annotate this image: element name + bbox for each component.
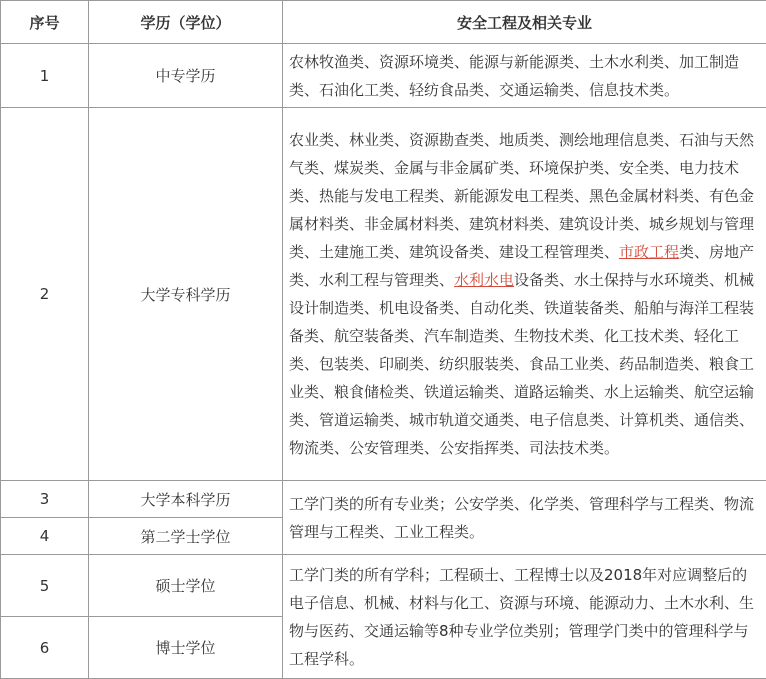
row-index: 1 [1,44,89,108]
majors-text-part3: 设备类、水土保持与水环境类、机械设计制造类、机电设备类、自动化类、铁道装备类、船舶与海洋工程装备类、航空装备类、汽车制造类、生物技术类、化工技术类、轻化工类、包装类、印刷类、纺织服装类、食品工业类、药品制造类、粮食工业类、粮食储检类、铁道运输类、道路运输类、水上运输类、航空运输类、管道运输类、城市轨道交通类、电子信息类、计算机类、通信类、物流类、公安管理类、公安指挥类、司法技术类。 [289,271,754,457]
table-row [1,44,766,108]
table-header-row [1,1,766,44]
table-row [1,555,766,617]
merged-bachelor-majors: 工学门类的所有专业类；公安学类、化学类、管理科学与工程类、物流管理与工程类、工业工程类。 [283,481,766,555]
row-degree: 中专学历 [89,44,283,108]
row-index: 3 [1,481,89,518]
row-index: 4 [1,518,89,555]
merged-graduate-majors: 工学门类的所有学科；工程硕士、工程博士以及2018年对应调整后的电子信息、机械、材料与化工、资源与环境、能源动力、土木水利、生物与医药、交通运输等8种专业学位类别；管理学门类中的管理科学与工程学科。 [283,555,766,679]
header-index: 序号 [1,1,89,44]
link-hydropower[interactable]: 水利水电 [454,271,514,289]
link-municipal-engineering[interactable]: 市政工程 [619,243,679,261]
row-degree: 大学专科学历 [89,108,283,481]
row-majors [283,108,766,481]
header-degree: 学历（学位） [89,1,283,44]
row-degree: 硕士学位 [89,555,283,617]
row-index: 5 [1,555,89,617]
row-degree: 第二学士学位 [89,518,283,555]
row-degree: 博士学位 [89,617,283,679]
row-degree: 大学本科学历 [89,481,283,518]
row-index: 6 [1,617,89,679]
table-row [1,108,766,481]
table-row [1,481,766,518]
majors-text-part1: 农业类、林业类、资源勘查类、地质类、测绘地理信息类、石油与天然气类、煤炭类、金属与非金属矿类、环境保护类、安全类、电力技术类、热能与发电工程类、新能源发电工程类、黑色金属材料类、有色金属材料类、非金属材料类、建筑材料类、建筑设计类、城乡规划与管理类、土建施工类、建筑设备类、建设工程管理类、 [289,131,754,261]
row-majors: 农林牧渔类、资源环境类、能源与新能源类、土木水利类、加工制造类、石油化工类、轻纺食品类、交通运输类、信息技术类。 [283,44,766,108]
majors-text-part2: 类、房地产类、水利工程与管理类、 [289,243,754,289]
header-majors: 安全工程及相关专业 [283,1,766,44]
row-index: 2 [1,108,89,481]
